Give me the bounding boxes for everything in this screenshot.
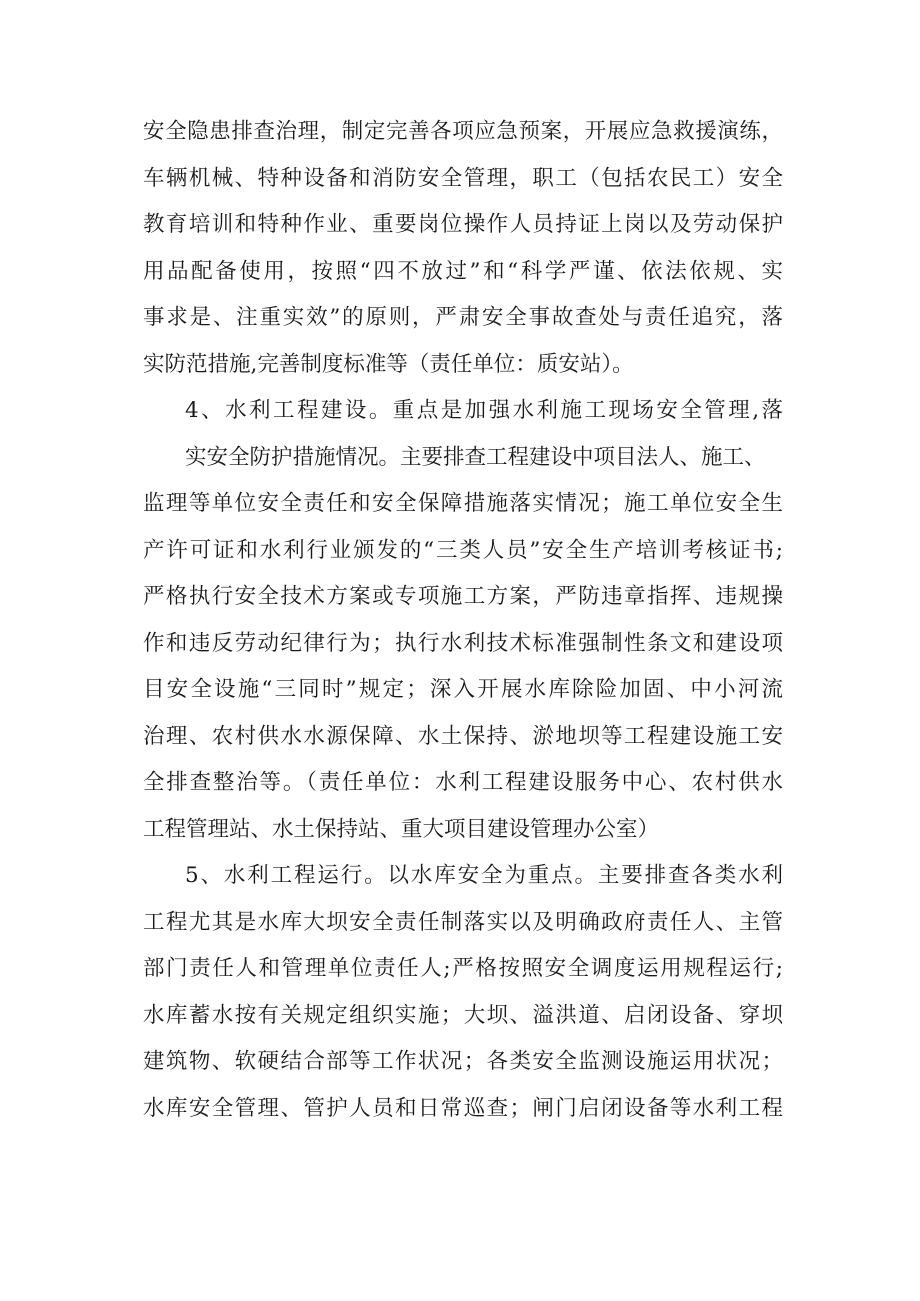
text-line: 严格执行安全技术方案或专项施工方案，严防违章指挥、违规操: [143, 584, 783, 609]
section-heading-line: 5、水利工程运行。以水库安全为重点。主要排查各类水利: [185, 863, 783, 888]
text-line: 安全隐患排查治理，制定完善各项应急预案，开展应急救援演练，: [143, 119, 783, 144]
text-line: 作和违反劳动纪律行为；执行水利技术标准强制性条文和建设项: [143, 630, 783, 656]
text-line: 事求是、注重实效”的原则，严肃安全事故查处与责任追究，落: [143, 305, 783, 330]
text-line: 工程管理站、水土保持站、重大项目建设管理办公室）: [143, 816, 660, 842]
text-line: 实防范措施,完善制度标准等（责任单位：质安站）。: [143, 351, 634, 377]
text-line: 车辆机械、特种设备和消防安全管理，职工（包括农民工）安全: [143, 165, 783, 191]
document-body: [143, 117, 783, 1140]
text-line: 监理等单位安全责任和安全保障措施落实情况；施工单位安全生: [143, 491, 783, 516]
text-line: 治理、农村供水水源保障、水土保持、淤地坝等工程建设施工安: [143, 723, 783, 749]
text-line: 工程尤其是水库大坝安全责任制落实以及明确政府责任人、主管: [143, 909, 783, 935]
text-line: 产许可证和水利行业颁发的“三类人员”安全生产培训考核证书;: [143, 537, 783, 563]
text-line: 水库蓄水按有关规定组织实施；大坝、溢洪道、启闭设备、穿坝: [143, 1002, 783, 1028]
text-line: 用品配备使用，按照“四不放过”和“科学严谨、依法依规、实: [143, 258, 783, 284]
text-line: 实安全防护措施情况。主要排查工程建设中项目法人、施工、: [185, 444, 766, 470]
text-line: 全排查整治等。（责任单位：水利工程建设服务中心、农村供水: [143, 770, 783, 795]
text-line: 水库安全管理、管护人员和日常巡查；闸门启闭设备等水利工程: [143, 1095, 783, 1121]
text-line: 部门责任人和管理单位责任人;严格按照安全调度运用规程运行;: [143, 956, 783, 981]
text-line: 目安全设施“三同时”规定；深入开展水库除险加固、中小河流: [143, 677, 783, 702]
text-line: 建筑物、软硬结合部等工作状况；各类安全监测设施运用状况；: [143, 1049, 783, 1074]
section-heading-line: 4、水利工程建设。重点是加强水利施工现场安全管理,落: [185, 398, 783, 423]
text-line: 教育培训和特种作业、重要岗位操作人员持证上岗以及劳动保护: [143, 212, 783, 237]
